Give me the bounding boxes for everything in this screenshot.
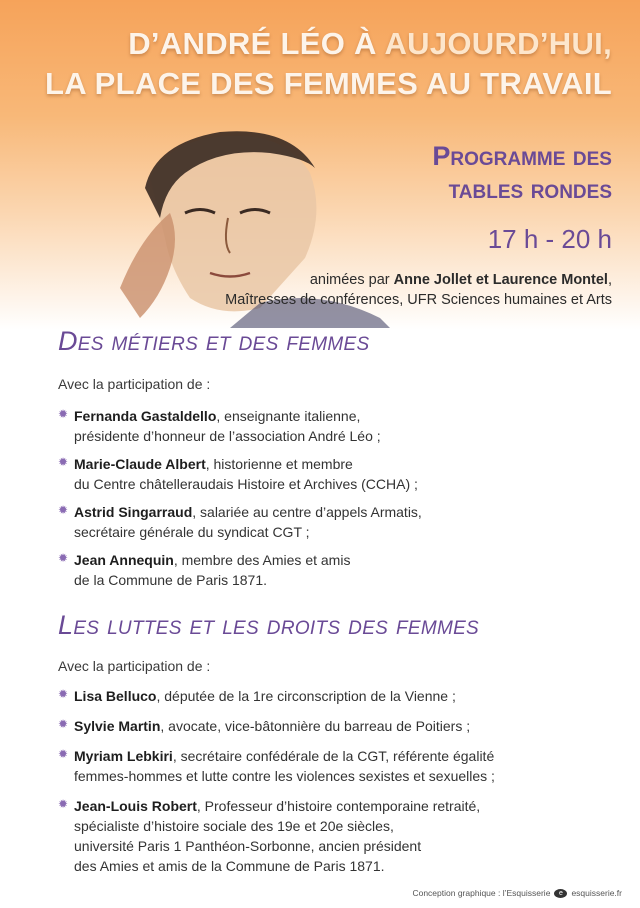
section-1-title: Des métiers et des femmes [58, 326, 370, 356]
participant-name: Marie-Claude Albert [74, 456, 206, 472]
programme-line-2: tables rondes [448, 174, 612, 204]
animators-names: Anne Jollet et Laurence Montel [393, 272, 608, 288]
animators-block [172, 270, 612, 310]
section-2-list [58, 686, 495, 876]
poster-title [12, 24, 612, 104]
participant-role: , députée de la 1re circonscription de la Vienne ; [156, 688, 456, 704]
participant-name: Astrid Singarraud [74, 504, 193, 520]
credits-site: esquisserie.fr [571, 888, 622, 898]
design-credits [412, 888, 622, 898]
participant-name: Jean Annequin [74, 552, 174, 568]
title-line-1 [12, 24, 612, 64]
participant-role: , secrétaire confédérale de la CGT, référente égalité [172, 748, 495, 764]
animators-suffix: , [607, 272, 612, 288]
participant-role: , enseignante italienne, [216, 408, 361, 424]
section-1-intro: Avec la participation de : [58, 376, 211, 392]
participant-role-line-3: université Paris 1 Panthéon-Sorbonne, ancien président [74, 838, 422, 854]
flower-bullet-icon: ✹ [58, 747, 69, 761]
participant-role: , membre des Amies et amis [173, 552, 351, 568]
flower-bullet-icon: ✹ [58, 717, 69, 731]
participant-role-line-4: des Amies et amis de la Commune de Paris 1871. [74, 858, 385, 874]
participant-name: Jean-Louis Robert [74, 798, 197, 814]
flower-bullet-icon: ✹ [58, 797, 69, 811]
section-2-title: Les luttes et les droits des femmes [58, 610, 480, 640]
section-2-intro: Avec la participation de : [58, 658, 211, 674]
participant-role-line-2: femmes-hommes et lutte contre les violences sexistes et sexuelles ; [74, 768, 495, 784]
programme-heading [432, 140, 612, 206]
title-line-1-prefix: D’ANDRÉ LÉO À [128, 26, 385, 61]
esquisserie-logo-icon: e [554, 889, 567, 898]
list-item [58, 502, 422, 542]
flower-bullet-icon: ✹ [58, 551, 69, 565]
list-item [58, 406, 422, 446]
list-item [58, 746, 495, 786]
participant-role: , Professeur d’histoire contemporaine retraité, [196, 798, 481, 814]
participant-role-line-2: présidente d’honneur de l’association André Léo ; [74, 428, 381, 444]
participant-role-line-2: du Centre châtelleraudais Histoire et Archives (CCHA) ; [74, 476, 418, 492]
participant-role-line-2: de la Commune de Paris 1871. [74, 572, 267, 588]
participant-name: Myriam Lebkiri [74, 748, 173, 764]
participant-role-line-2: spécialiste d’histoire sociale des 19e et 20e siècles, [74, 818, 394, 834]
flower-bullet-icon: ✹ [58, 407, 69, 421]
animators-roles: Maîtresses de conférences, UFR Sciences humaines et Arts [225, 292, 612, 308]
section-1-list [58, 406, 422, 590]
list-item [58, 686, 495, 706]
list-item [58, 796, 495, 876]
flower-bullet-icon: ✹ [58, 687, 69, 701]
credits-text: Conception graphique : l’Esquisserie [412, 888, 551, 898]
participant-role: , avocate, vice-bâtonnière du barreau de Poitiers ; [160, 718, 471, 734]
list-item [58, 716, 495, 736]
participant-role-line-2: secrétaire générale du syndicat CGT ; [74, 524, 310, 540]
list-item [58, 550, 422, 590]
title-line-1-accent: AUJOURD’HUI, [384, 26, 612, 61]
participant-role: , salariée au centre d’appels Armatis, [192, 504, 422, 520]
title-line-2: LA PLACE DES FEMMES AU TRAVAIL [45, 66, 612, 101]
animators-prefix: animées par [309, 272, 394, 288]
animators-line [172, 270, 612, 290]
participant-name: Fernanda Gastaldello [74, 408, 217, 424]
programme-hours: 17 h - 20 h [487, 224, 612, 254]
flower-bullet-icon: ✹ [58, 455, 69, 469]
list-item [58, 454, 422, 494]
participant-name: Lisa Belluco [74, 688, 157, 704]
programme-line-1: Programme des [432, 141, 612, 171]
participant-role: , historienne et membre [205, 456, 353, 472]
flower-bullet-icon: ✹ [58, 503, 69, 517]
participant-name: Sylvie Martin [74, 718, 161, 734]
